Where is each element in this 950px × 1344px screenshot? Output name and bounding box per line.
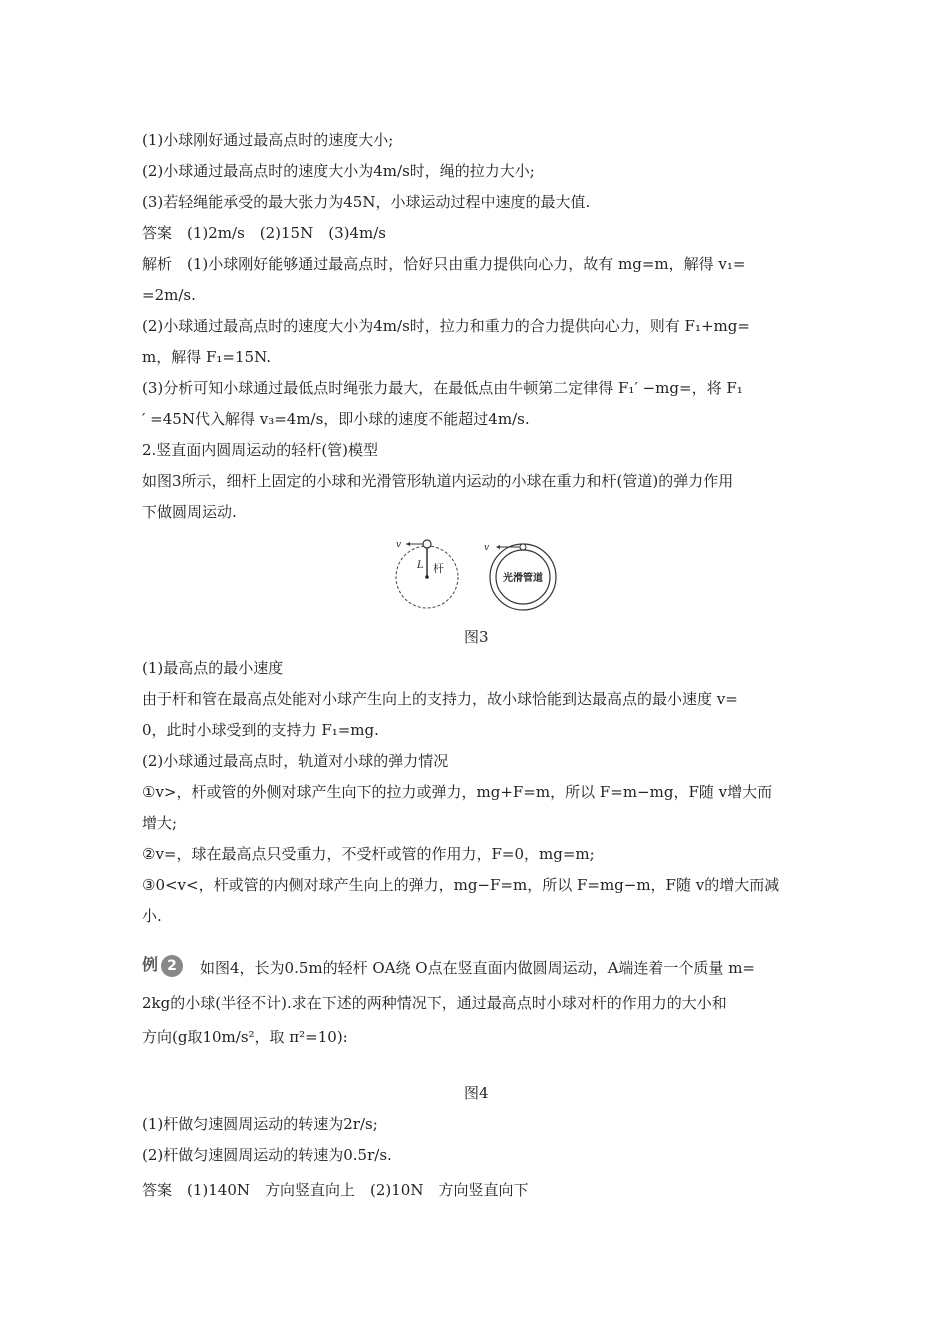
question-line: (2)杆做匀速圆周运动的转速为0.5r/s. bbox=[142, 1146, 392, 1164]
rod-label: 杆 bbox=[433, 562, 444, 575]
arrow-head-icon bbox=[406, 542, 410, 546]
text-line: ②v=，球在最高点只受重力，不受杆或管的作用力，F=0，mg=m; bbox=[142, 845, 595, 863]
pivot-dot bbox=[425, 575, 429, 579]
text-line: 由于杆和管在最高点处能对小球产生向上的支持力，故小球恰能到达最高点的最小速度 v= bbox=[142, 690, 738, 708]
text-line: 0，此时小球受到的支持力 F₁=mg. bbox=[142, 721, 379, 739]
text-line: ①v>，杆或管的外侧对球产生向下的拉力或弹力，mg+F=m，所以 F=m−mg，F随 v增大而 bbox=[142, 783, 773, 801]
text-line: (2)小球通过最高点时的速度大小为4m/s时，绳的拉力大小; bbox=[142, 162, 535, 180]
tube-label: 光滑管道 bbox=[503, 573, 543, 584]
answer-line: 答案 (1)2m/s (2)15N (3)4m/s bbox=[142, 224, 386, 242]
example-line: 2kg的小球(半径不计).求在下述的两种情况下，通过最高点时小球对杆的作用力的大小和 bbox=[142, 994, 727, 1012]
text-line: 如图3所示，细杆上固定的小球和光滑管形轨道内运动的小球在重力和杆(管道)的弹力作用 bbox=[142, 472, 734, 490]
velocity-label: v bbox=[396, 540, 402, 550]
text-line: (3)分析可知小球通过最低点时绳张力最大，在最低点由牛顿第二定律得 F₁′ −mg=，将 F₁ bbox=[142, 379, 743, 397]
example-label: 例 bbox=[142, 955, 159, 974]
text-line: ③0<v<，杆或管的内侧对球产生向上的弹力，mg−F=m，所以 F=mg−m，F随 v的增大而减 bbox=[142, 876, 780, 894]
figure-3 bbox=[390, 535, 570, 615]
example-line: 如图4，长为0.5m的轻杆 OA绕 O点在竖直面内做圆周运动，A端连着一个质量 m= bbox=[200, 959, 755, 977]
text-line: 增大; bbox=[142, 814, 178, 832]
ball bbox=[520, 544, 526, 550]
analysis-line: 解析 (1)小球刚好能够通过最高点时，恰好只由重力提供向心力，故有 mg=m，解得 v₁= bbox=[142, 255, 746, 273]
text-line: ′ =45N代入解得 v₃=4m/s，即小球的速度不能超过4m/s. bbox=[142, 410, 530, 428]
question-line: (1)杆做匀速圆周运动的转速为2r/s; bbox=[142, 1115, 378, 1133]
arrow-head-icon bbox=[496, 545, 500, 549]
length-label: L bbox=[417, 560, 424, 571]
subheading: (2)小球通过最高点时，轨道对小球的弹力情况 bbox=[142, 752, 449, 770]
figure-3-caption: 图3 bbox=[464, 628, 489, 646]
text-line: 小. bbox=[142, 907, 162, 925]
text-line: (2)小球通过最高点时的速度大小为4m/s时，拉力和重力的合力提供向心力，则有 F₁+mg= bbox=[142, 317, 750, 335]
velocity-label: v bbox=[484, 543, 490, 553]
text-line: (1)小球刚好通过最高点时的速度大小; bbox=[142, 131, 394, 149]
ball bbox=[423, 540, 431, 548]
answer-line: 答案 (1)140N 方向竖直向上 (2)10N 方向竖直向下 bbox=[142, 1181, 529, 1199]
section-heading: 2.竖直面内圆周运动的轻杆(管)模型 bbox=[142, 441, 379, 459]
example-number-badge: 2 bbox=[161, 955, 183, 977]
text-line: m，解得 F₁=15N. bbox=[142, 348, 272, 366]
text-line: (3)若轻绳能承受的最大张力为45N，小球运动过程中速度的最大值. bbox=[142, 193, 591, 211]
example-line: 方向(g取10m/s²，取 π²=10): bbox=[142, 1028, 348, 1046]
text-line: 下做圆周运动. bbox=[142, 503, 237, 521]
text-line: =2m/s. bbox=[142, 286, 196, 304]
subheading: (1)最高点的最小速度 bbox=[142, 659, 284, 677]
example-marker bbox=[142, 952, 183, 977]
figure-4-caption: 图4 bbox=[464, 1084, 489, 1102]
